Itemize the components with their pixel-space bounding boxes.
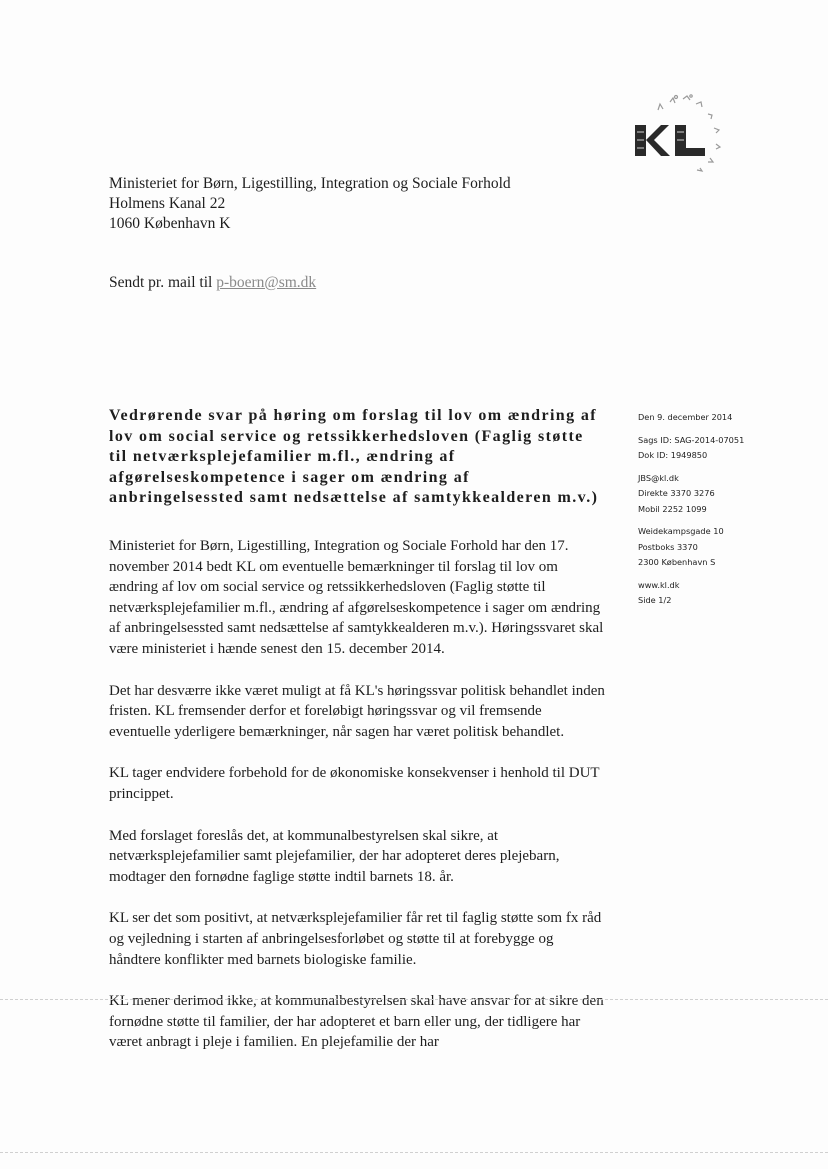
letter-subject: Vedrørende svar på høring om forslag til lov om ændring af lov om social service og retssikkerhedsloven (Faglig støtte til netværksplejefamilier m.fl., ændring af afgørelseskompetence i sager om ændring af anbringelsessted samt nedsættelse af samtykkealderen m.v.) <box>109 407 599 506</box>
case-id: Sags ID: SAG-2014-07051 <box>638 434 745 445</box>
paragraph-6: KL mener derimod ikke, at kommunalbestyrelsen skal have ansvar for at sikre den fornødne støtte til familier, der har adopteret et barn eller ung, der tidligere har været anbragt i pleje i familien. En plejefamilie der har <box>109 993 604 1051</box>
sender-street: Weidekampsgade 10 <box>638 526 724 536</box>
sender-info-column <box>638 410 818 616</box>
reference-group <box>638 433 818 464</box>
scan-bottom-line <box>0 1152 828 1153</box>
kl-logo <box>628 88 738 180</box>
scan-fold-line <box>0 999 828 1000</box>
sender-pobox: Postboks 3370 <box>638 541 698 552</box>
paragraph-1: Ministeriet for Børn, Ligestilling, Integration og Sociale Forhold har den 17. november 2014 bedt KL om eventuelle bemærkninger til forslag til lov om ændring af lov om social service og retssikkerhedsloven (Faglig støtte til netværksplejefamilier m.fl., ændring af afgørelseskompetence i sager om ændring af anbringelsessted samt nedsættelse af samtykkealderen m.v.). Høringssvaret skal være ministeriet i hænde senest den 15. december 2014. <box>109 538 604 657</box>
recipient-email-link[interactable]: p-boern@sm.dk <box>216 274 317 291</box>
contact-group <box>638 471 818 518</box>
letter-date: Den 9. december 2014 <box>638 412 733 422</box>
recipient-address <box>109 174 511 234</box>
paragraph-4: Med forslaget foreslås det, at kommunalbestyrelsen skal sikre, at netværksplejefamilier samt plejefamilier, der har adopteret deres plejebarn, modtager den fornødne faglige støtte indtil barnets 18. år. <box>109 827 560 885</box>
sent-by-mail <box>109 274 316 292</box>
website-link[interactable]: www.kl.dk <box>638 579 680 590</box>
letter-body <box>109 536 605 1074</box>
document-id: Dok ID: 1949850 <box>638 450 708 460</box>
recipient-name: Ministeriet for Børn, Ligestilling, Integration og Sociale Forhold <box>109 175 511 192</box>
mobile-phone: Mobil 2252 1099 <box>638 503 707 514</box>
direct-phone: Direkte 3370 3276 <box>638 488 715 498</box>
date-group <box>638 410 818 426</box>
sent-label: Sendt pr. mail til <box>109 274 217 291</box>
page-number: Side 1/2 <box>638 595 672 605</box>
paragraph-2: Det har desværre ikke været muligt at få KL's høringssvar politisk behandlet inden fristen. KL fremsender derfor et foreløbigt høringssvar og vil fremsende eventuelle yderligere bemærkninger, når sagen har været politisk behandlet. <box>109 682 605 740</box>
recipient-city: 1060 København K <box>109 215 231 232</box>
paragraph-3: KL tager endvidere forbehold for de økonomiske konsekvenser i henhold til DUT princippet. <box>109 765 600 802</box>
sender-city: 2300 København S <box>638 557 716 567</box>
web-group <box>638 578 818 609</box>
recipient-street: Holmens Kanal 22 <box>109 195 226 212</box>
contact-email[interactable]: JBS@kl.dk <box>638 472 679 483</box>
address-group <box>638 524 818 571</box>
paragraph-5: KL ser det som positivt, at netværksplejefamilier får ret til faglig støtte som fx råd og vejledning i starten af anbringelsesforløbet og støtte til at forebygge og håndtere konflikter med barnets biologiske familie. <box>109 910 602 968</box>
